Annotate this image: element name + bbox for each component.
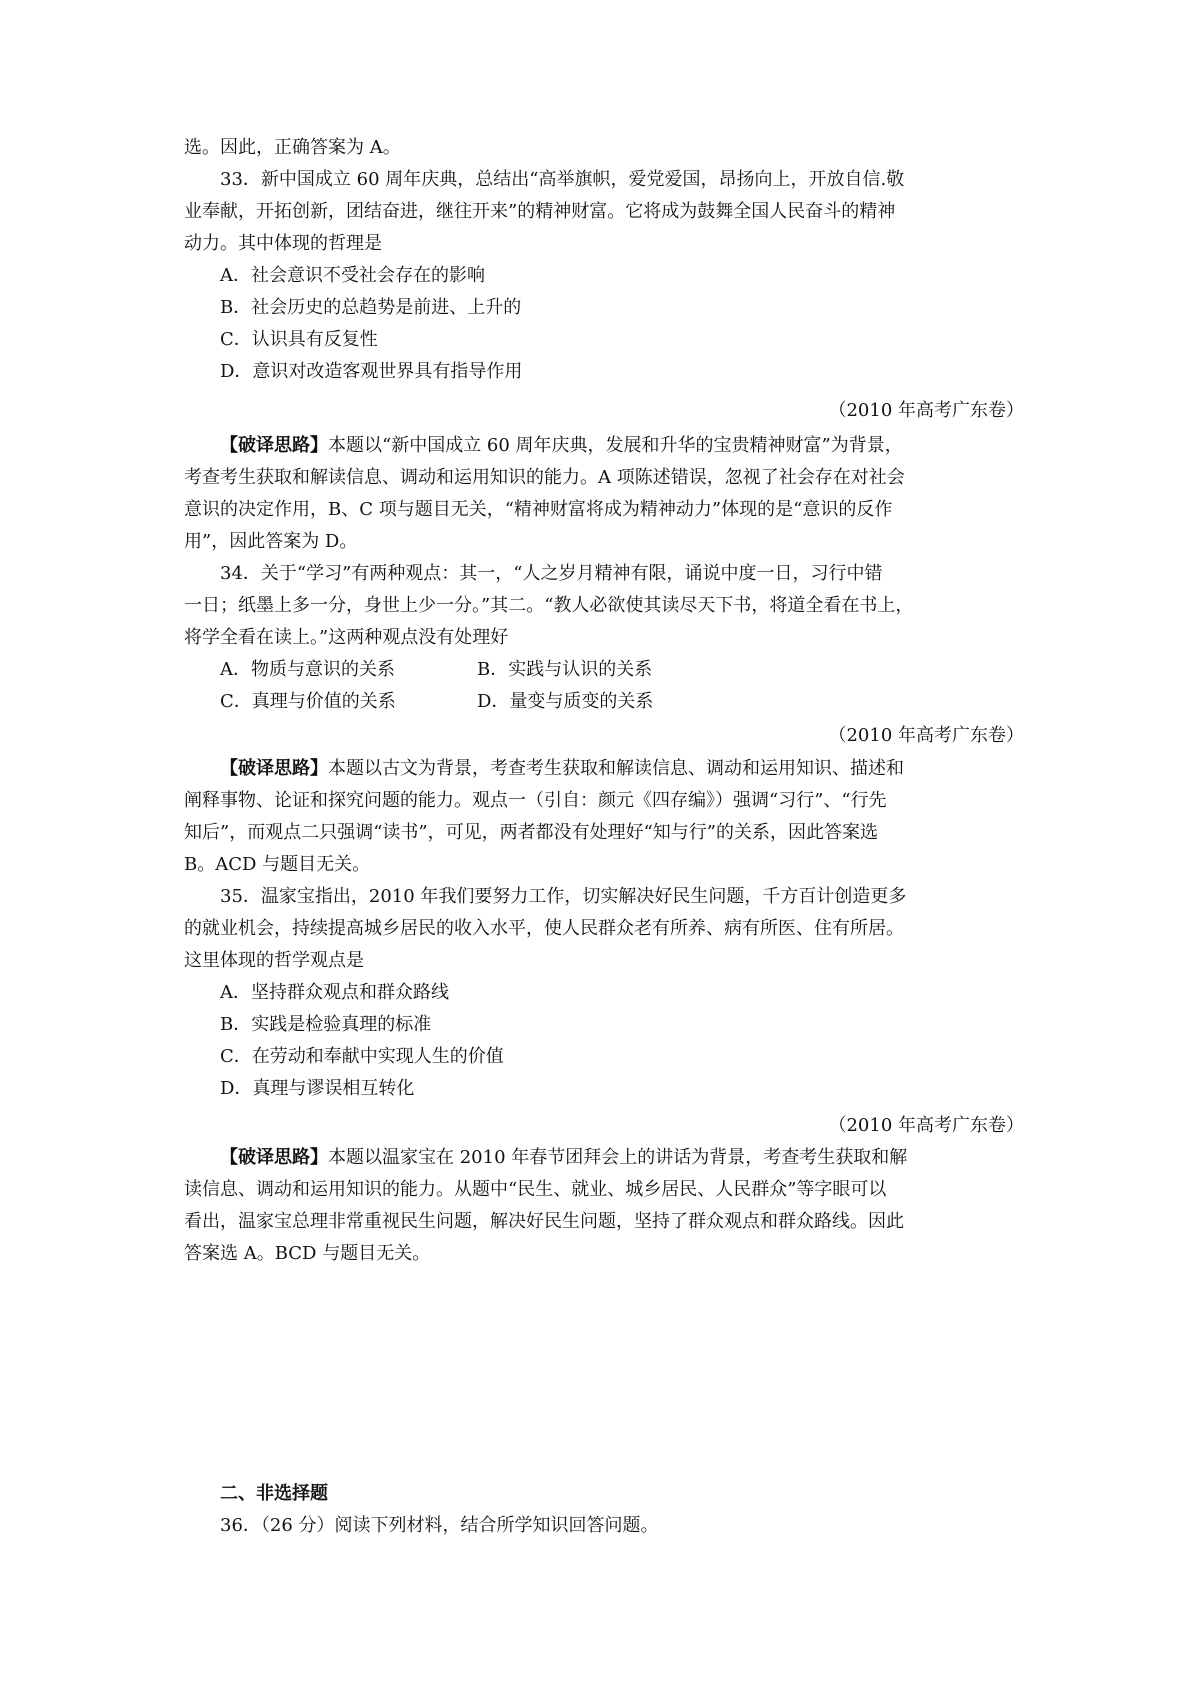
q35-option-c: C．在劳动和奉献中实现人生的价值 xyxy=(220,1046,504,1067)
q33-analysis-line: 意识的决定作用，B、C 项与题目无关，“精神财富将成为精神动力”体现的是“意识的反作 xyxy=(184,499,893,520)
q33-stem-line: 33．新中国成立 60 周年庆典，总结出“高举旗帜，爱党爱国，昂扬向上，开放自信.敬 xyxy=(220,169,905,190)
q35-option-a: A．坚持群众观点和群众路线 xyxy=(220,982,449,1003)
q33-analysis-line: 用”，因此答案为 D。 xyxy=(184,531,358,552)
analysis-label: 【破译思路】 xyxy=(220,758,328,779)
q34-analysis-line: 阐释事物、论证和探究问题的能力。观点一（引自：颜元《四存编》）强调“习行”、“行先 xyxy=(184,790,887,811)
q35-stem-line: 这里体现的哲学观点是 xyxy=(184,950,364,971)
analysis-text: 本题以温家宝在 2010 年春节团拜会上的讲话为背景，考查考生获取和解 xyxy=(328,1147,908,1168)
q33-stem-line: 动力。其中体现的哲理是 xyxy=(184,233,382,254)
q34-option-a: A．物质与意识的关系 xyxy=(220,659,395,680)
q34-stem-line: 将学全看在读上。”这两种观点没有处理好 xyxy=(184,627,509,648)
q33-analysis-line: 考查考生获取和解读信息、调动和运用知识的能力。A 项陈述错误，忽视了社会存在对社会 xyxy=(184,467,905,488)
q33-option-a: A．社会意识不受社会存在的影响 xyxy=(220,265,485,286)
q34-option-d: D．量变与质变的关系 xyxy=(477,691,654,712)
q33-analysis-line xyxy=(220,430,903,462)
q34-option-b: B．实践与认识的关系 xyxy=(477,659,653,680)
q35-stem-line: 35．温家宝指出，2010 年我们要努力工作，切实解决好民生问题，千方百计创造更多 xyxy=(220,886,907,907)
q34-source: （2010 年高考广东卷） xyxy=(828,725,1024,746)
q33-option-c: C．认识具有反复性 xyxy=(220,329,378,350)
q36-stem: 36．（26 分）阅读下列材料，结合所学知识回答问题。 xyxy=(220,1515,659,1536)
q35-stem-line: 的就业机会，持续提高城乡居民的收入水平，使人民群众老有所养、病有所医、住有所居。 xyxy=(184,918,904,939)
analysis-label: 【破译思路】 xyxy=(220,435,328,456)
analysis-text: 本题以“新中国成立 60 周年庆典，发展和升华的宝贵精神财富”为背景， xyxy=(328,435,903,456)
q34-analysis-line: 知后”，而观点二只强调“读书”，可见，两者都没有处理好“知与行”的关系，因此答案选 xyxy=(184,822,879,843)
q34-option-c: C．真理与价值的关系 xyxy=(220,691,396,712)
q35-source: （2010 年高考广东卷） xyxy=(828,1115,1024,1136)
q35-analysis-line xyxy=(220,1142,907,1174)
q35-analysis-line: 读信息、调动和运用知识的能力。从题中“民生、就业、城乡居民、人民群众”等字眼可以 xyxy=(184,1179,887,1200)
q33-option-b: B．社会历史的总趋势是前进、上升的 xyxy=(220,297,522,318)
q33-stem-line: 业奉献，开拓创新，团结奋进，继往开来”的精神财富。它将成为鼓舞全国人民奋斗的精神 xyxy=(184,201,896,222)
q34-analysis-line: B。ACD 与题目无关。 xyxy=(184,854,371,875)
q35-option-b: B．实践是检验真理的标准 xyxy=(220,1014,432,1035)
section-title: 二、非选择题 xyxy=(220,1483,328,1504)
analysis-label: 【破译思路】 xyxy=(220,1147,328,1168)
analysis-text: 本题以古文为背景，考查考生获取和解读信息、调动和运用知识、描述和 xyxy=(328,758,904,779)
q34-stem-line: 34．关于“学习”有两种观点：其一，“人之岁月精神有限，诵说中度一日，习行中错 xyxy=(220,563,883,584)
q35-analysis-line: 答案选 A。BCD 与题目无关。 xyxy=(184,1243,431,1264)
q34-analysis-line xyxy=(220,753,904,785)
q33-option-d: D．意识对改造客观世界具有指导作用 xyxy=(220,361,523,382)
q33-source: （2010 年高考广东卷） xyxy=(828,400,1024,421)
previous-answer-tail: 选。因此，正确答案为 A。 xyxy=(184,137,401,158)
q35-option-d: D．真理与谬误相互转化 xyxy=(220,1078,415,1099)
q35-analysis-line: 看出，温家宝总理非常重视民生问题，解决好民生问题，坚持了群众观点和群众路线。因此 xyxy=(184,1211,904,1232)
q34-stem-line: 一日；纸墨上多一分，身世上少一分。”其二。“教人必欲使其读尽天下书，将道全看在书上， xyxy=(184,595,914,616)
